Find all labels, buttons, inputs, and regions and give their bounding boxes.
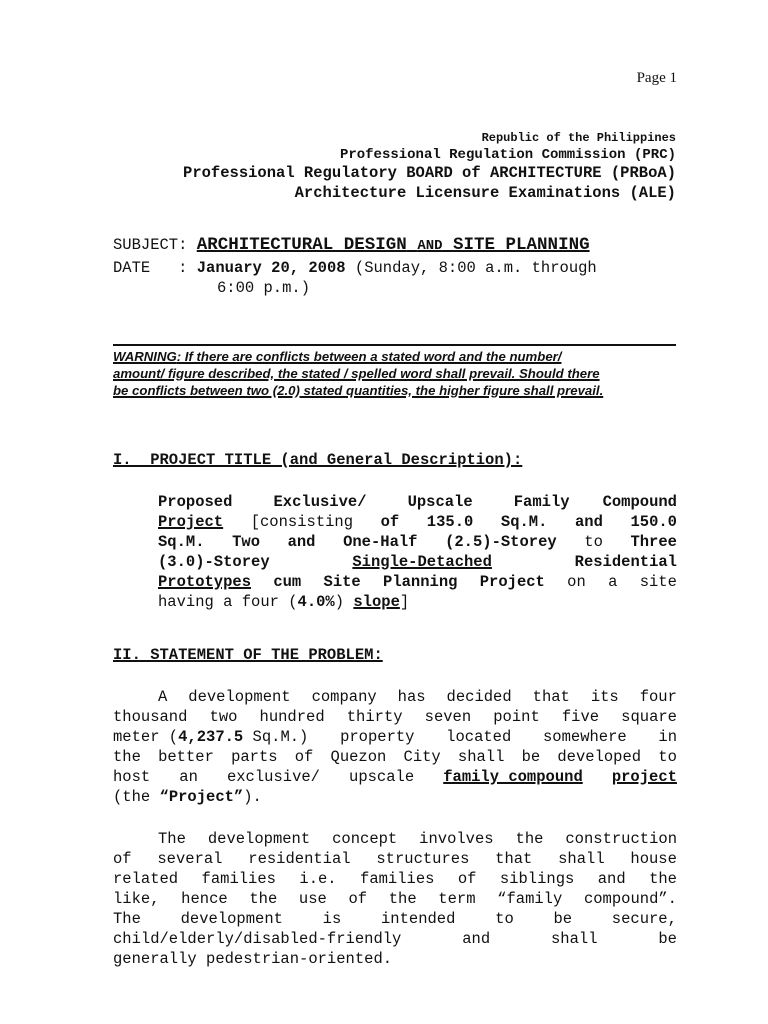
text-word: development — [180, 910, 283, 928]
text-word: site — [639, 573, 677, 591]
text-word: host — [113, 768, 151, 786]
p1-line-2 — [113, 707, 677, 727]
text-word: the — [113, 748, 141, 766]
text-word: Two — [232, 533, 260, 551]
text-word: the — [649, 870, 677, 888]
text-word: of — [380, 513, 400, 531]
text-word: on — [567, 573, 586, 591]
text-word: is — [322, 910, 342, 928]
s1-line-4 — [158, 552, 677, 572]
text-word: be — [553, 910, 573, 928]
text-word: and — [574, 513, 603, 531]
text-word: (2.5)-Storey — [445, 533, 557, 551]
date-note-1: (Sunday, 8:00 a.m. through — [354, 259, 597, 277]
text-word: The — [113, 910, 141, 928]
text-word: to — [495, 910, 514, 928]
text-word: 4.0% — [297, 593, 335, 611]
p2-line-2 — [113, 849, 677, 869]
p2-line-4 — [113, 889, 677, 909]
subject-value-and: AND — [417, 238, 443, 254]
text-word: Three — [630, 533, 677, 551]
p1-line-1 — [113, 687, 677, 707]
text-word: structures — [376, 850, 470, 868]
section2-title: II. STATEMENT OF THE PROBLEM: — [113, 646, 383, 664]
text-word: exclusive/ — [226, 768, 320, 786]
text-word: involves — [419, 830, 494, 848]
text-word: and — [462, 930, 491, 948]
text-word: related — [113, 870, 179, 888]
text-word: of — [348, 890, 368, 908]
s1-family-compound — [514, 492, 677, 512]
header-prc: Professional Regulation Commission (PRC) — [339, 147, 676, 163]
p1-project: project — [611, 768, 677, 786]
date-label: DATE — [113, 259, 151, 277]
text-word: cum — [273, 573, 302, 591]
text-word: of — [457, 870, 477, 888]
s1-line-5 — [158, 572, 677, 592]
text-word: developed — [557, 748, 642, 766]
text-word: term — [438, 890, 476, 908]
text-word: meter ( — [113, 728, 179, 746]
text-word: be — [658, 930, 677, 948]
p1-line-4 — [113, 747, 677, 767]
text-word: the — [388, 890, 417, 908]
text-word: siblings — [499, 870, 575, 888]
p1-family-compound: family compound — [443, 768, 583, 786]
text-word: that — [532, 688, 570, 706]
text-word: compound”. — [583, 890, 677, 908]
text-word: parts — [231, 748, 278, 766]
warning-label: WARNING — [113, 349, 177, 364]
text-word: development — [207, 830, 311, 848]
text-word: point — [493, 708, 540, 726]
text-word: child/elderly/disabled-friendly — [113, 930, 402, 948]
problem-paragraph-2 — [113, 829, 677, 969]
p1-line-6 — [113, 787, 677, 807]
p2-line-5 — [113, 909, 677, 929]
text-word: “family — [497, 890, 563, 908]
text-word: be — [521, 748, 541, 766]
text-word: company — [311, 688, 377, 706]
subject-value — [197, 235, 590, 255]
text-word: upscale — [349, 768, 415, 786]
date-value: January 20, 2008 — [196, 259, 346, 277]
s1-line-2 — [158, 512, 677, 532]
text-word: to — [658, 748, 677, 766]
subject-sep: : — [178, 236, 188, 254]
date-note-2: 6:00 p.m.) — [217, 279, 311, 297]
text-word: to — [584, 533, 603, 551]
text-word: families — [201, 870, 276, 888]
text-word: intended — [381, 910, 456, 928]
warning-line-2: amount/ figure described, the stated / spelled word shall prevail. Should there — [113, 366, 600, 381]
date-sep: : — [178, 259, 188, 277]
header-board: Professional Regulatory BOARD of ARCHITECTURE (PRBoA) — [183, 164, 676, 182]
text-word: in — [658, 728, 677, 746]
text-word: ) — [334, 593, 354, 611]
text-word: Sq.M. — [500, 513, 548, 531]
page-number: Page 1 — [636, 70, 677, 86]
text-word: secure, — [611, 910, 677, 928]
s1-line-1 — [158, 492, 677, 512]
p2-line-7: generally pedestrian-oriented. — [113, 950, 393, 968]
text-word: Compound — [602, 493, 677, 511]
subject-row — [113, 235, 590, 255]
text-word: concept — [332, 830, 398, 848]
text-word: a — [608, 573, 618, 591]
text-word: 135.0 — [426, 513, 474, 531]
text-word: two — [209, 708, 238, 726]
text-word: shall — [457, 748, 505, 766]
text-word: [consisting — [250, 513, 354, 531]
text-word: development — [188, 688, 291, 706]
text-word: Project — [479, 573, 545, 591]
warning-line-3: be conflicts between two (2.0) stated quantities, the higher figure shall prevail. — [113, 383, 604, 398]
text-word: Prototypes — [158, 573, 252, 591]
text-word: of — [294, 748, 314, 766]
text-word: One-Half — [343, 533, 418, 551]
text-word: Planning — [383, 573, 458, 591]
text-word: an — [179, 768, 198, 786]
p1-line-5 — [113, 767, 677, 787]
text-word: use — [298, 890, 327, 908]
date-row — [113, 258, 676, 298]
s1-line-6 — [158, 592, 677, 612]
text-word: residential — [248, 850, 351, 868]
text-word: hundred — [259, 708, 325, 726]
text-word: slope — [353, 593, 400, 611]
text-word: house — [630, 850, 677, 868]
text-word: Upscale — [407, 493, 473, 511]
text-word: seven — [424, 708, 472, 726]
text-word: construction — [565, 830, 677, 848]
text-word: shall — [558, 850, 605, 868]
text-word: several — [157, 850, 223, 868]
subject-label: SUBJECT — [113, 236, 179, 254]
text-word: Exclusive/ — [273, 493, 367, 511]
text-word: i.e. — [299, 870, 337, 888]
text-word: the — [249, 890, 278, 908]
text-word: shall — [550, 930, 598, 948]
text-word: property — [340, 728, 415, 746]
text-word: Sq.M. — [158, 533, 205, 551]
text-word: A — [158, 688, 168, 706]
section1-body — [158, 492, 677, 612]
text-word: better — [158, 748, 214, 766]
text-word: (3.0)-Storey — [158, 553, 270, 571]
warning-line-1: : If there are conflicts between a stated word and the number/ — [176, 349, 562, 364]
text-word: ). — [243, 788, 262, 806]
text-word: and — [287, 533, 316, 551]
text-word: five — [561, 708, 600, 726]
text-word: Sq.M.) — [243, 728, 309, 746]
text-word: Single-Detached — [352, 553, 492, 571]
p2-line-6 — [113, 929, 677, 949]
text-word: Project — [158, 513, 224, 531]
text-word: 150.0 — [630, 513, 677, 531]
text-word: thirty — [346, 708, 403, 726]
warning-box — [113, 344, 676, 399]
text-word: has — [397, 688, 426, 706]
text-word: hence — [181, 890, 228, 908]
text-word: that — [495, 850, 533, 868]
text-word: the — [515, 830, 544, 848]
text-word: Family — [513, 493, 570, 511]
text-word: located — [446, 728, 512, 746]
text-word: thousand — [113, 708, 188, 726]
text-word: Proposed — [158, 493, 233, 511]
text-word: ] — [399, 593, 410, 611]
problem-paragraph-1 — [113, 687, 677, 807]
text-word: its — [590, 688, 619, 706]
p2-line-1 — [113, 829, 677, 849]
text-word: like, — [113, 890, 160, 908]
text-word: “Project” — [159, 788, 244, 806]
text-word: and — [597, 870, 626, 888]
text-word: 4,237.5 — [178, 728, 244, 746]
text-word: The — [158, 830, 186, 848]
text-word: square — [621, 708, 677, 726]
text-word: having a four ( — [158, 593, 298, 611]
text-word: four — [639, 688, 677, 706]
header-exam: Architecture Licensure Examinations (ALE) — [294, 184, 676, 202]
subject-value-part1: ARCHITECTURAL DESIGN — [196, 235, 407, 255]
s1-line-3 — [158, 532, 677, 552]
p1-line-3 — [113, 727, 677, 747]
text-word: Residential — [574, 553, 677, 571]
header-republic: Republic of the Philippines — [481, 131, 676, 145]
section1-title: I. PROJECT TITLE (and General Description): — [113, 451, 523, 469]
text-word: City — [403, 748, 441, 766]
text-word: of — [113, 850, 132, 868]
text-word: families — [360, 870, 435, 888]
p2-line-3 — [113, 869, 677, 889]
text-word: Site — [323, 573, 361, 591]
text-word: somewhere — [542, 728, 627, 746]
text-word: decided — [446, 688, 512, 706]
text-word: (the — [113, 788, 160, 806]
text-word: Quezon — [330, 748, 387, 766]
subject-value-part2: SITE PLANNING — [453, 235, 590, 255]
